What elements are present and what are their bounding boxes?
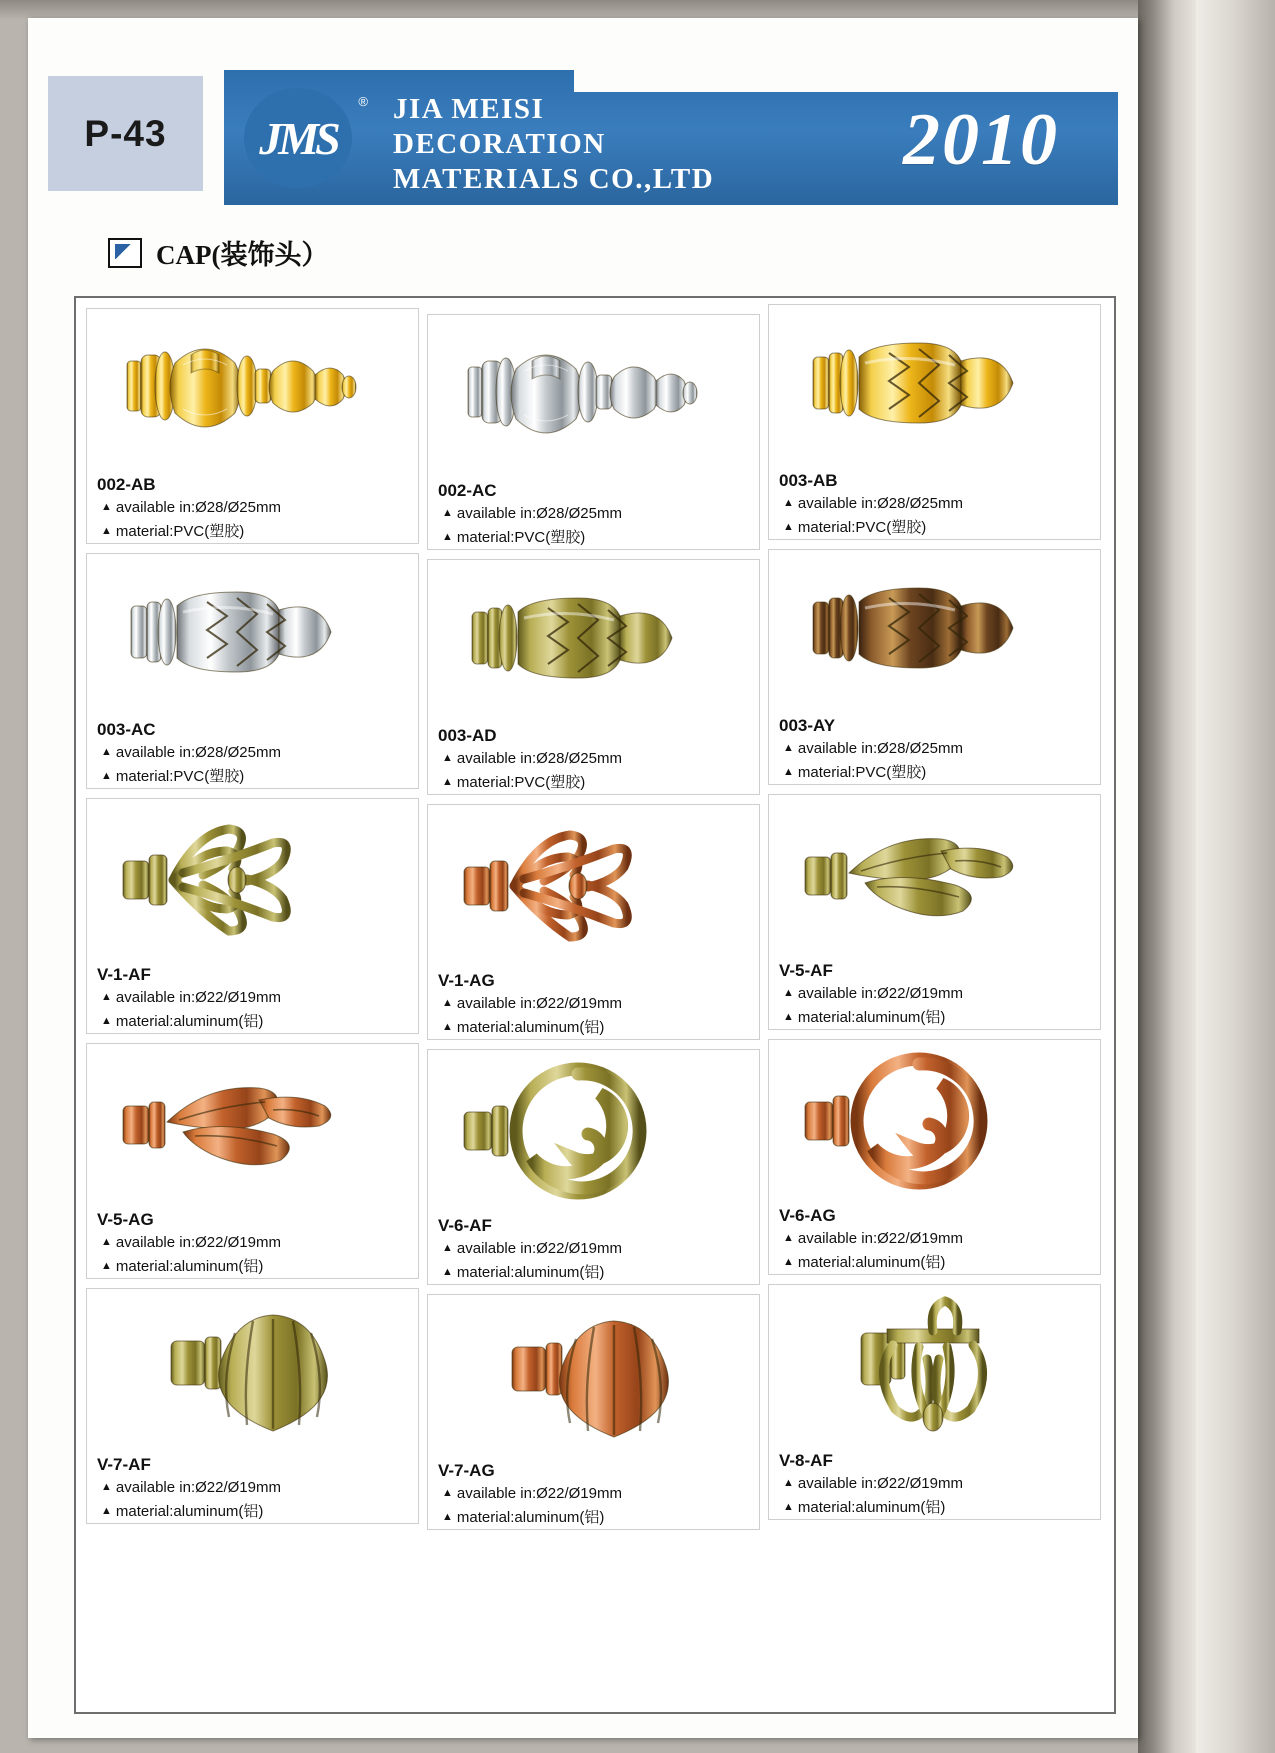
product-available-text: available in:Ø22/Ø19mm <box>797 1230 963 1247</box>
product-code: 003-AB <box>779 471 838 490</box>
square-pointer-icon <box>108 238 142 268</box>
product-material <box>442 1016 604 1037</box>
product-card[interactable] <box>427 1049 760 1285</box>
product-material-text: material:PVC(塑胶) <box>115 768 245 785</box>
product-material-text: material:PVC(塑胶) <box>115 523 245 540</box>
bullet-triangle-icon: ▲ <box>442 752 453 764</box>
product-card[interactable] <box>768 1039 1101 1275</box>
product-available-text: available in:Ø22/Ø19mm <box>115 989 281 1006</box>
product-material-text: material:aluminum(铝) <box>797 1254 946 1271</box>
registered-mark-icon: ® <box>358 94 368 109</box>
product-card[interactable] <box>768 1284 1101 1520</box>
product-card[interactable] <box>427 1294 760 1530</box>
bullet-triangle-icon: ▲ <box>101 1260 112 1272</box>
product-available <box>783 985 963 1002</box>
product-code: 003-AD <box>438 726 497 745</box>
product-card[interactable] <box>86 308 419 544</box>
bullet-triangle-icon: ▲ <box>783 987 794 999</box>
bullet-triangle-icon: ▲ <box>783 1501 794 1513</box>
product-material-text: material:PVC(塑胶) <box>797 519 927 536</box>
product-image-v-7-af <box>87 1293 420 1448</box>
company-name-line-3: MATERIALS CO.,LTD <box>393 162 715 195</box>
product-card[interactable] <box>768 304 1101 540</box>
company-logo <box>244 88 368 188</box>
product-card[interactable] <box>768 549 1101 785</box>
product-available <box>442 1485 622 1502</box>
product-material-text: material:PVC(塑胶) <box>456 529 586 546</box>
bullet-triangle-icon: ▲ <box>783 1232 794 1244</box>
product-material <box>783 1006 945 1027</box>
product-row <box>82 1039 1108 1284</box>
product-available-text: available in:Ø22/Ø19mm <box>797 1475 963 1492</box>
bullet-triangle-icon: ▲ <box>783 1011 794 1023</box>
bullet-triangle-icon: ▲ <box>101 501 112 513</box>
bullet-triangle-icon: ▲ <box>442 531 453 543</box>
product-card[interactable] <box>86 798 419 1034</box>
bullet-triangle-icon: ▲ <box>101 1505 112 1517</box>
product-code: V-5-AF <box>779 961 833 980</box>
bullet-triangle-icon: ▲ <box>101 991 112 1003</box>
product-available-text: available in:Ø28/Ø25mm <box>456 750 622 767</box>
bullet-triangle-icon: ▲ <box>442 1266 453 1278</box>
product-available-text: available in:Ø28/Ø25mm <box>115 744 281 761</box>
product-image-v-6-af <box>428 1054 761 1209</box>
company-name-line-1: JIA MEISI <box>393 93 545 125</box>
bullet-triangle-icon: ▲ <box>101 1015 112 1027</box>
product-material-text: material:PVC(塑胶) <box>797 764 927 781</box>
bullet-triangle-icon: ▲ <box>101 1236 112 1248</box>
product-available-text: available in:Ø22/Ø19mm <box>456 995 622 1012</box>
product-image-002-ac <box>428 319 761 474</box>
product-row <box>82 304 1108 549</box>
product-material <box>101 1500 263 1521</box>
product-image-002-ab <box>87 313 420 468</box>
product-material <box>442 526 585 547</box>
bullet-triangle-icon: ▲ <box>442 507 453 519</box>
product-available <box>442 750 622 767</box>
product-material <box>101 765 244 786</box>
product-code: V-1-AG <box>438 971 495 990</box>
section-heading <box>108 233 328 272</box>
company-name <box>393 92 714 196</box>
product-row <box>82 549 1108 794</box>
product-image-003-ac <box>87 558 420 713</box>
product-available <box>783 495 963 512</box>
product-code: V-6-AG <box>779 1206 836 1225</box>
product-material <box>442 1261 604 1282</box>
product-card[interactable] <box>427 804 760 1040</box>
product-image-v-6-ag <box>769 1044 1102 1199</box>
product-code: V-6-AF <box>438 1216 492 1235</box>
product-available-text: available in:Ø22/Ø19mm <box>456 1240 622 1257</box>
product-material-text: material:aluminum(铝) <box>797 1499 946 1516</box>
catalog-year: 2010 <box>903 99 1059 181</box>
product-available-text: available in:Ø22/Ø19mm <box>115 1479 281 1496</box>
bullet-triangle-icon: ▲ <box>783 521 794 533</box>
product-code: V-1-AF <box>97 965 151 984</box>
product-material-text: material:aluminum(铝) <box>456 1019 605 1036</box>
product-code: V-5-AG <box>97 1210 154 1229</box>
bullet-triangle-icon: ▲ <box>442 997 453 1009</box>
logo-disc <box>244 88 352 188</box>
catalog-page <box>28 18 1138 1738</box>
product-available <box>101 499 281 516</box>
section-title: CAP(装饰头） <box>156 240 329 270</box>
bullet-triangle-icon: ▲ <box>783 497 794 509</box>
product-material <box>442 771 585 792</box>
product-available <box>783 1475 963 1492</box>
product-material <box>101 1255 263 1276</box>
product-available <box>101 1234 281 1251</box>
product-grid <box>74 296 1116 1714</box>
product-available <box>783 740 963 757</box>
product-available-text: available in:Ø22/Ø19mm <box>797 985 963 1002</box>
product-material <box>442 1506 604 1527</box>
bullet-triangle-icon: ▲ <box>783 1256 794 1268</box>
company-name-line-2: DECORATION <box>393 127 606 160</box>
bullet-triangle-icon: ▲ <box>442 1511 453 1523</box>
bullet-triangle-icon: ▲ <box>101 525 112 537</box>
product-row <box>82 794 1108 1039</box>
product-code: V-7-AG <box>438 1461 495 1480</box>
bullet-triangle-icon: ▲ <box>101 770 112 782</box>
product-available-text: available in:Ø28/Ø25mm <box>115 499 281 516</box>
product-available-text: available in:Ø28/Ø25mm <box>797 495 963 512</box>
product-code: V-7-AF <box>97 1455 151 1474</box>
product-material-text: material:aluminum(铝) <box>456 1509 605 1526</box>
product-image-v-5-af <box>769 799 1102 954</box>
page-number-box <box>48 76 203 191</box>
logo-text: JMS <box>259 112 337 164</box>
product-material-text: material:aluminum(铝) <box>115 1258 264 1275</box>
product-available <box>442 995 622 1012</box>
product-image-v-1-af <box>87 803 420 958</box>
product-image-v-8-af <box>769 1289 1102 1444</box>
product-available <box>442 1240 622 1257</box>
product-available <box>442 505 622 522</box>
bullet-triangle-icon: ▲ <box>442 776 453 788</box>
product-image-003-ab <box>769 309 1102 464</box>
product-material <box>783 1496 945 1517</box>
product-card[interactable] <box>86 553 419 789</box>
product-image-v-7-ag <box>428 1299 761 1454</box>
product-card[interactable] <box>86 1043 419 1279</box>
page-top-edge <box>0 0 1275 20</box>
product-material-text: material:aluminum(铝) <box>115 1013 264 1030</box>
product-code: 002-AC <box>438 481 497 500</box>
bullet-triangle-icon: ▲ <box>442 1242 453 1254</box>
product-material <box>783 1251 945 1272</box>
product-material <box>101 1010 263 1031</box>
product-available-text: available in:Ø22/Ø19mm <box>456 1485 622 1502</box>
product-material-text: material:aluminum(铝) <box>456 1264 605 1281</box>
product-card[interactable] <box>427 314 760 550</box>
product-code: V-8-AF <box>779 1451 833 1470</box>
bullet-triangle-icon: ▲ <box>101 1481 112 1493</box>
product-material-text: material:PVC(塑胶) <box>456 774 586 791</box>
product-material-text: material:aluminum(铝) <box>797 1009 946 1026</box>
bullet-triangle-icon: ▲ <box>783 742 794 754</box>
product-image-003-ad <box>428 564 761 719</box>
product-material <box>783 516 926 537</box>
product-card[interactable] <box>86 1288 419 1524</box>
bullet-triangle-icon: ▲ <box>442 1021 453 1033</box>
bullet-triangle-icon: ▲ <box>442 1487 453 1499</box>
product-code: 003-AC <box>97 720 156 739</box>
product-available-text: available in:Ø28/Ø25mm <box>456 505 622 522</box>
product-available <box>101 1479 281 1496</box>
book-edge <box>1196 0 1275 1753</box>
product-available <box>101 989 281 1006</box>
product-row <box>82 1284 1108 1529</box>
product-card[interactable] <box>768 794 1101 1030</box>
page-number: P-43 <box>84 112 167 154</box>
bullet-triangle-icon: ▲ <box>783 1477 794 1489</box>
product-code: 002-AB <box>97 475 156 494</box>
product-available-text: available in:Ø28/Ø25mm <box>797 740 963 757</box>
product-image-v-5-ag <box>87 1048 420 1203</box>
product-image-003-ay <box>769 554 1102 709</box>
page-header <box>48 70 1118 205</box>
product-material <box>101 520 244 541</box>
product-code: 003-AY <box>779 716 836 735</box>
book-spine-shadow <box>1138 0 1198 1753</box>
product-material <box>783 761 926 782</box>
bullet-triangle-icon: ▲ <box>101 746 112 758</box>
product-available <box>783 1230 963 1247</box>
product-image-v-1-ag <box>428 809 761 964</box>
product-material-text: material:aluminum(铝) <box>115 1503 264 1520</box>
product-card[interactable] <box>427 559 760 795</box>
product-available <box>101 744 281 761</box>
product-available-text: available in:Ø22/Ø19mm <box>115 1234 281 1251</box>
bullet-triangle-icon: ▲ <box>783 766 794 778</box>
